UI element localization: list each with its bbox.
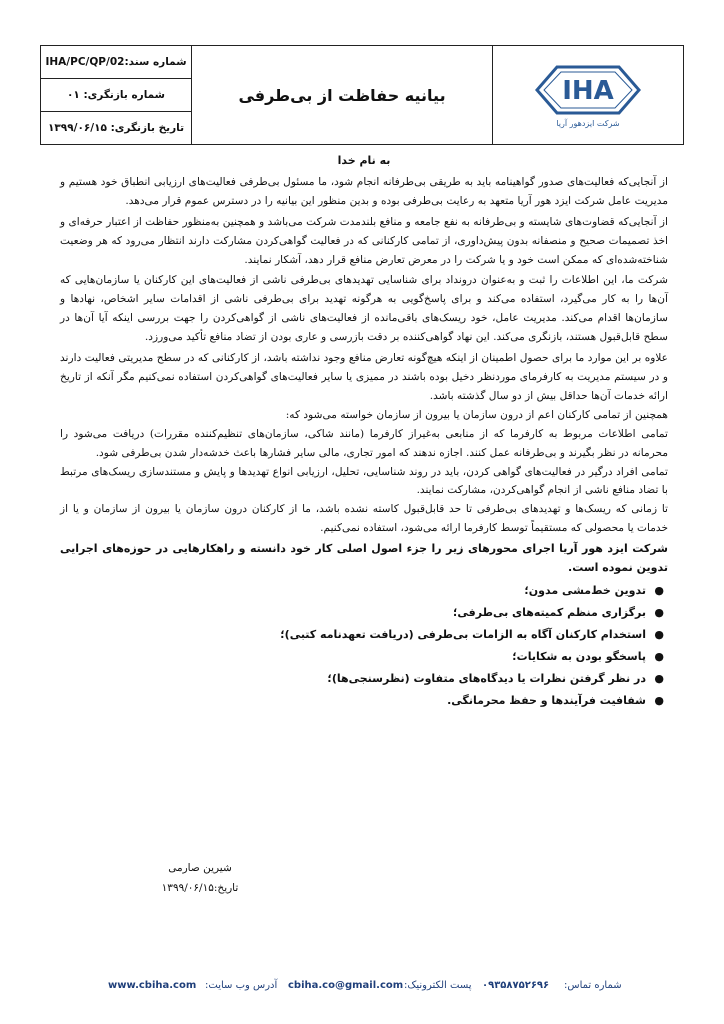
bullet-icon: ● — [654, 693, 664, 707]
phone-number[interactable]: ۰۹۳۵۸۷۵۲۶۹۶ — [482, 980, 550, 991]
list-item — [60, 690, 664, 712]
signatory-name: شیرین صارمی — [168, 862, 232, 874]
bullet-icon: ● — [654, 671, 664, 685]
paragraph: علاوه بر این موارد ما برای حصول اطمینان از اینکه هیچ‌گونه تعارض منافع وجود نداشته باشد، از کارکنانی که در سطح مدیریتی فعالیت دارند و در سیستم مدیریت به کارفرمای موردنظر دخیل بوده باشند در ممیزی یا سایر فعالیت‌های گواهی‌کردن استفاده نمی‌کنیم مگر آنکه از تاریخ ارائه خدمات آن‌ها حداقل بیش از دو سال گذشته باشد. — [60, 352, 668, 402]
paragraph: از آنجایی‌که قضاوت‌های شایسته و بی‌طرفانه به نفع جامعه و منافع بلندمدت شرکت می‌باشد و همچنین به‌منظور حفاظت از اعتبار حرفه‌ای و اخذ تصمیمات صحیح و منصفانه بدون پیش‌داوری، از تمامی کارکنانی که در فعالیت گواهی‌کردن مشارکت دارند انتظار می‌رود که هر وضعیت شناخته‌شده‌ای که ممکن است خود و یا شرکت را در معرض تعارض منافع قرار دهد، آشکار نمایند. — [60, 215, 668, 266]
revision-date-label: تاریخ بازنگری: — [110, 122, 185, 134]
bullet-icon: ● — [654, 649, 664, 663]
paragraph: تمامی افراد درگیر در فعالیت‌های گواهی کردن، باید در روند شناسایی، تحلیل، ارزیابی انواع تهدیدها و پایش و مستندسازی ریسک‌های مرتبط با تضاد منافع ناشی از انجام گواهی‌کردن، مشارکت نمایند. — [60, 465, 668, 497]
bullet-icon: ● — [654, 605, 664, 619]
doc-number-row — [41, 46, 191, 78]
signature-date: تاریخ:۱۳۹۹/۰۶/۱۵ — [161, 882, 239, 894]
website-link[interactable]: www.cbiha.com — [108, 980, 197, 991]
paragraph: شرکت ما، این اطلاعات را ثبت و به‌عنوان درونداد برای شناسایی تهدیدهای بی‌طرفی ناشی از فعالیت‌های این کارکنان یا سازمان‌هایی که آن‌ها را به کار می‌گیرد، استفاده می‌کند و برای پاسخ‌گویی به هرگونه تهدید برای بی‌طرفی ناشی از اقدامات سایر اشخاص، نهادها و سازمان‌ها اقدام می‌کند. مدیریت عامل، خود ریسک‌های باقی‌مانده از فعالیت‌های ناشی از گواهی‌کردن را جهت بررسی اینکه آیا آن‌ها در سطح قابل‌قبول هستند، بازنگری می‌کند. این نهاد گواهی‌کننده بر دقت بازرسی و عاری بودن از تضاد منافع تأکید می‌ورزد. — [60, 274, 668, 344]
document-meta — [41, 46, 192, 144]
email-label: پست الکترونیک: — [404, 980, 472, 991]
list-item — [60, 580, 664, 602]
list-item-text: پاسخگو بودن به شکایات؛ — [512, 649, 646, 663]
document-footer — [0, 978, 724, 998]
list-item-text: شفافیت فرآیندها و حفظ محرمانگی. — [447, 693, 646, 707]
paragraph: تا زمانی که ریسک‌ها و تهدیدهای بی‌طرفی تا حد قابل‌قبول کاسته نشده باشد، ما از کارکنان درون سازمان یا بیرون از سازمان و یا از خدمات یا محصولی که مستقیماً توسط کارفرما ارائه می‌شود، استفاده نمی‌کنیم. — [60, 503, 668, 535]
list-item-text: استخدام کارکنان آگاه به الزامات بی‌طرفی (دریافت تعهدنامه کتبی)؛ — [280, 627, 646, 641]
paragraph: همچنین از تمامی کارکنان اعم از درون سازمان یا بیرون از سازمان خواسته می‌شود که: — [285, 408, 668, 421]
logo-caption: شرکت ایزدهور آریا — [556, 118, 620, 128]
revision-row — [41, 78, 191, 111]
list-item-text: برگزاری منظم کمیته‌های بی‌طرفی؛ — [453, 605, 646, 619]
paragraph: تمامی اطلاعات مربوط به کارفرما که از منابعی به‌غیراز کارفرما (مانند شاکی، سازمان‌های تنظیم‌کننده مقررات) دریافت می‌شود را محرمانه در نظر بگیرند و بی‌طرفانه عمل کنند. اجازه ندهند که امور تجاری، مالی سایر فشارها باعث خدشه‌دار شدن بی‌طرفی شود. — [60, 427, 668, 459]
commitments-lead: شرکت ایزد هور آریا اجرای محورهای زیر را جزء اصول اصلی کار خود دانسته و راهکارهایی در حوزه‌های اجرایی تدوین نموده است. — [60, 542, 668, 575]
logo-text: IHA — [562, 75, 614, 106]
phone-label: شماره تماس: — [564, 980, 622, 991]
statement-body — [60, 152, 668, 712]
list-item — [60, 624, 664, 646]
iha-logo-icon — [533, 63, 643, 117]
paragraph: از آنجایی‌که فعالیت‌های صدور گواهینامه باید به طریقی بی‌طرفانه انجام شود، ما مسئول بی‌طرفی فعالیت‌های ارزیابی انطباق خود هستیم و مدیریت عامل شرکت ایزد هور آریا متعهد به رعایت بی‌طرفی بوده و بدین منظور این بیانیه را در دسترس عموم قرار می‌دهد. — [60, 175, 668, 207]
revision-date-row — [41, 111, 191, 144]
commitments-list — [60, 580, 668, 712]
document-header — [40, 45, 684, 145]
email-link[interactable]: cbiha.co@gmail.com — [288, 980, 404, 991]
list-item — [60, 602, 664, 624]
website-label: آدرس وب سایت: — [205, 980, 278, 991]
bismillah: به نام خدا — [337, 154, 391, 167]
list-item — [60, 668, 664, 690]
list-item — [60, 646, 664, 668]
list-item-text: تدوین خط‌مشی مدون؛ — [524, 583, 646, 597]
document-title: بیانیه حفاظت از بی‌طرفی — [238, 85, 446, 105]
bullet-icon: ● — [654, 583, 664, 597]
revision-label: شماره بازنگری: — [83, 89, 166, 101]
bullet-icon: ● — [654, 627, 664, 641]
revision-date: ۱۳۹۹/۰۶/۱۵ — [47, 122, 107, 134]
signature-block — [140, 858, 260, 898]
revision-number: ۰۱ — [66, 89, 80, 101]
list-item-text: در نظر گرفتن نظرات یا دیدگاه‌های متفاوت (نظرسنجی‌ها)؛ — [327, 671, 646, 685]
doc-number-label: شماره سند: — [124, 56, 187, 68]
company-logo — [492, 46, 683, 144]
doc-number: IHA/PC/QP/02 — [45, 56, 125, 68]
